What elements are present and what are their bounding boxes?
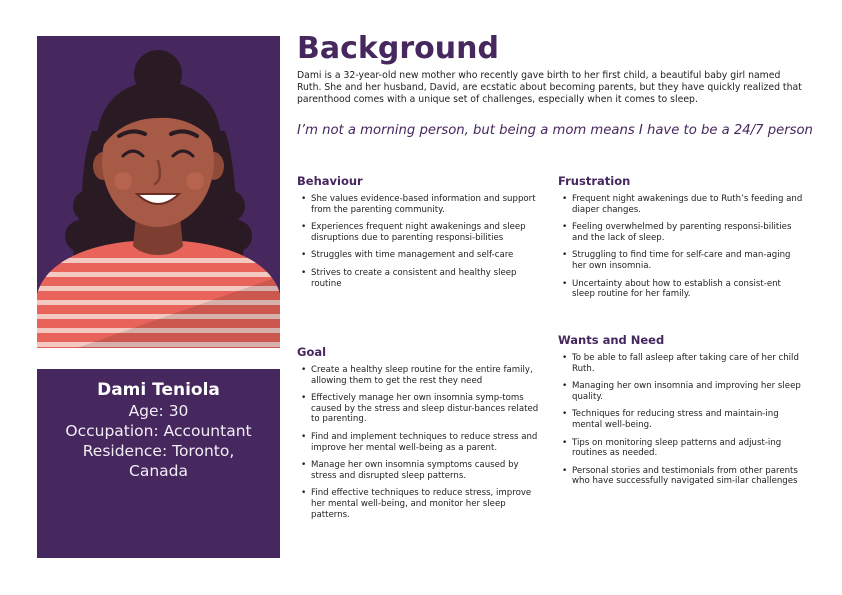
persona-residence-line1: Residence: Toronto,: [82, 442, 235, 460]
list-item: • Experiences frequent night awakenings and sleep disruptions due to parenting responsi-bilities: [297, 222, 542, 243]
list-item: • Tips on monitoring sleep patterns and adjust-ing routines as needed.: [558, 438, 803, 459]
persona-quote: I’m not a morning person, but being a mom means I have to be a 24/7 person: [297, 123, 813, 138]
background-intro: Dami is a 32-year-old new mother who recently gave birth to her first child, a beautiful baby girl named Ruth. She and her husband, David, are ecstatic about becoming parents, but they have quickly realized that parenthood comes with a unique set of challenges, especially when it comes to sleep.: [297, 70, 802, 105]
list-item: • Feeling overwhelmed by parenting responsi-bilities and the lack of sleep.: [558, 222, 803, 243]
frustration-heading: Frustration: [558, 174, 631, 188]
goal-list: [297, 365, 542, 520]
behaviour-list: [297, 194, 542, 289]
background-title: Background: [297, 31, 499, 66]
persona-portrait: [37, 36, 280, 348]
persona-occupation: Occupation: Accountant: [65, 422, 252, 440]
frustration-list: [558, 194, 803, 300]
frustration-section: [558, 174, 803, 307]
list-item: • Effectively manage her own insomnia symp-toms caused by the stress and sleep distur-bances related to parenting.: [297, 393, 542, 425]
goal-heading: Goal: [297, 345, 327, 359]
list-item: • She values evidence-based information and support from the parenting community.: [297, 194, 542, 215]
list-item: • Struggles with time management and self-care: [297, 250, 542, 261]
goal-section: [297, 345, 542, 527]
list-item: • Find and implement techniques to reduce stress and improve her mental well-being as a parent.: [297, 432, 542, 453]
list-item: • Manage her own insomnia symptoms caused by stress and disrupted sleep patterns.: [297, 460, 542, 481]
list-item: • Techniques for reducing stress and maintain-ing mental well-being.: [558, 409, 803, 430]
avatar-illustration: [37, 36, 280, 348]
behaviour-heading: Behaviour: [297, 174, 363, 188]
list-item: • Frequent night awakenings due to Ruth’s feeding and diaper changes.: [558, 194, 803, 215]
persona-name: Dami Teniola: [97, 380, 220, 400]
wants-section: [558, 333, 803, 494]
behaviour-section: [297, 174, 542, 296]
profile-card: [37, 369, 280, 558]
list-item: • Create a healthy sleep routine for the entire family, allowing them to get the rest they need: [297, 365, 542, 386]
persona-residence-line2: Canada: [129, 462, 188, 480]
persona-age: Age: 30: [128, 402, 189, 420]
list-item: • Personal stories and testimonials from other parents who have successfully navigated sim-ilar challenges: [558, 466, 803, 487]
list-item: • Struggling to find time for self-care and man-aging her own insomnia.: [558, 250, 803, 271]
list-item: • Uncertainty about how to establish a consist-ent sleep routine for her family.: [558, 279, 803, 300]
list-item: • Managing her own insomnia and improving her sleep quality.: [558, 381, 803, 402]
wants-list: [558, 353, 803, 487]
list-item: • To be able to fall asleep after taking care of her child Ruth.: [558, 353, 803, 374]
wants-heading: Wants and Need: [558, 333, 665, 347]
list-item: • Find effective techniques to reduce stress, improve her mental well-being, and monitor her sleep patterns.: [297, 488, 542, 520]
list-item: • Strives to create a consistent and healthy sleep routine: [297, 268, 542, 289]
